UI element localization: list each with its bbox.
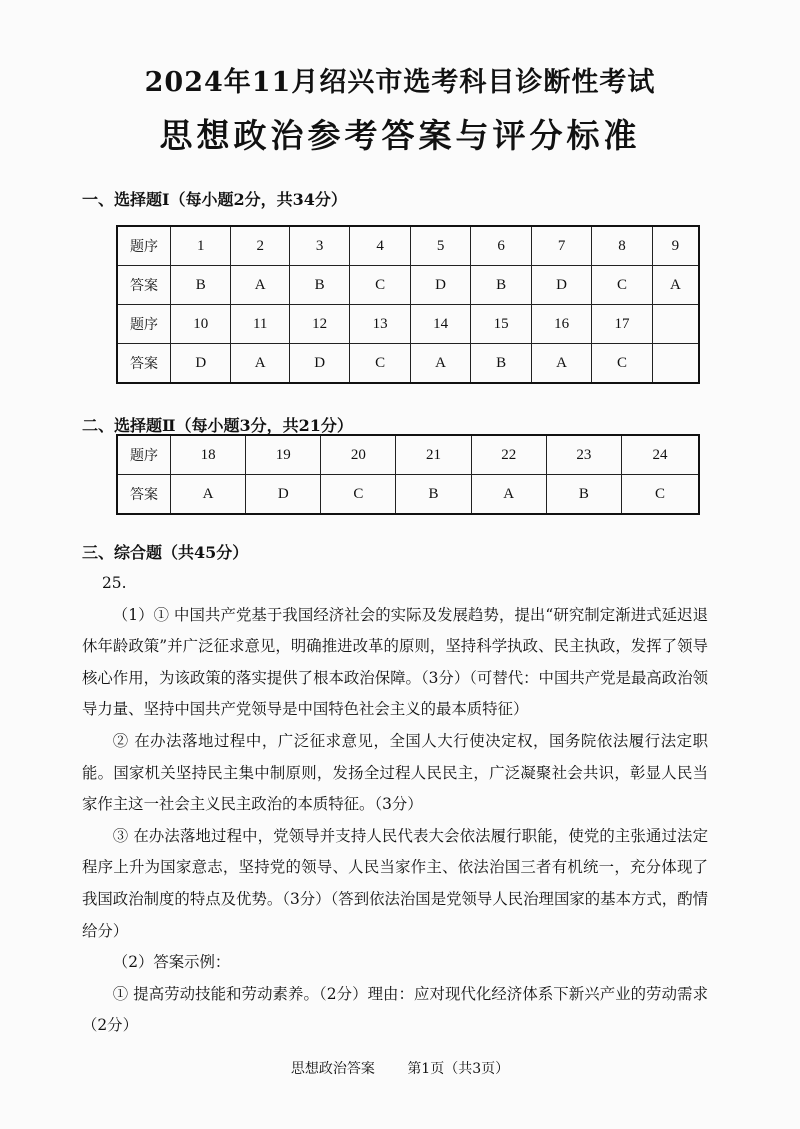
table-cell: 3 xyxy=(289,226,349,266)
table-cell: 21 xyxy=(396,435,471,475)
section1-heading: 一、选择题Ⅰ（每小题2分，共34分） xyxy=(82,190,347,209)
row-label-question: 题序 xyxy=(117,435,171,475)
table-cell: A xyxy=(471,475,546,515)
table-cell: 23 xyxy=(546,435,621,475)
table-cell: 20 xyxy=(321,435,396,475)
table-cell: 5 xyxy=(410,226,470,266)
table-cell: 10 xyxy=(171,305,231,344)
table-cell: 8 xyxy=(592,226,652,266)
section2-heading: 二、选择题Ⅱ（每小题3分，共21分） xyxy=(82,416,353,435)
answer-paragraph: （2）答案示例： xyxy=(112,953,231,972)
table-cell: D xyxy=(246,475,321,515)
table-cell: 9 xyxy=(652,226,699,266)
table-cell: 1 xyxy=(171,226,231,266)
table-cell: 22 xyxy=(471,435,546,475)
table-cell: B xyxy=(396,475,471,515)
table-cell: 12 xyxy=(289,305,349,344)
table-cell: 4 xyxy=(350,226,410,266)
table-row xyxy=(117,344,699,384)
table-cell: C xyxy=(621,475,699,515)
table-cell: 18 xyxy=(171,435,246,475)
table-cell: D xyxy=(531,266,591,305)
answer-paragraph: ③ 在办法落地过程中，党领导并支持人民代表大会依法履行职能，使党的主张通过法定程序上升为国家意志，坚持党的领导、人民当家作主、依法治国三者有机统一，充分体现了我国政治制度的特点及优势。（3分）（答到依法治国是党领导人民治理国家的基本方式，酌情给分） xyxy=(82,826,708,940)
table-cell: 24 xyxy=(621,435,699,475)
table-cell: B xyxy=(546,475,621,515)
table-cell: 2 xyxy=(231,226,289,266)
answer-paragraph: ② 在办法落地过程中，广泛征求意见，全国人大行使决定权，国务院依法履行法定职能。国家机关坚持民主集中制原则，发扬全过程人民民主，广泛凝聚社会共识，彰显人民当家作主这一社会主义民主政治的本质特征。（3分） xyxy=(82,731,708,814)
answer-table-1 xyxy=(116,225,700,384)
table-cell: A xyxy=(171,475,246,515)
footer-page-number: 第1页（共3页） xyxy=(407,1061,510,1077)
table-row xyxy=(117,226,699,266)
table-cell: A xyxy=(652,266,699,305)
table-cell: C xyxy=(592,344,652,384)
section3-body xyxy=(82,568,708,1042)
row-label-question: 题序 xyxy=(117,305,171,344)
table-cell: C xyxy=(350,344,410,384)
table-cell: 13 xyxy=(350,305,410,344)
page-footer xyxy=(0,1058,800,1078)
table-cell: B xyxy=(289,266,349,305)
table-cell: C xyxy=(350,266,410,305)
table-cell: C xyxy=(592,266,652,305)
row-label-answer: 答案 xyxy=(117,266,171,305)
answer-paragraph: ① 提高劳动技能和劳动素养。（2分）理由：应对现代化经济体系下新兴产业的劳动需求（2分） xyxy=(82,984,708,1035)
footer-subject: 思想政治答案 xyxy=(290,1061,375,1077)
table-cell: D xyxy=(289,344,349,384)
table-cell: 16 xyxy=(531,305,591,344)
table-cell: C xyxy=(321,475,396,515)
table-cell: D xyxy=(410,266,470,305)
table-cell: D xyxy=(171,344,231,384)
row-label-answer: 答案 xyxy=(117,344,171,384)
document-subtitle: 思想政治参考答案与评分标准 xyxy=(159,116,641,155)
table-cell: A xyxy=(410,344,470,384)
table-row xyxy=(117,435,699,475)
answer-table-2 xyxy=(116,434,700,515)
question-number: 25. xyxy=(102,574,127,592)
table-cell xyxy=(652,344,699,384)
section3-heading: 三、综合题（共45分） xyxy=(82,543,249,562)
table-row xyxy=(117,266,699,305)
row-label-question: 题序 xyxy=(117,226,171,266)
table-row xyxy=(117,305,699,344)
table-cell: A xyxy=(531,344,591,384)
table-cell: 19 xyxy=(246,435,321,475)
table-cell: A xyxy=(231,266,289,305)
row-label-answer: 答案 xyxy=(117,475,171,515)
table-cell: 15 xyxy=(471,305,531,344)
table-cell: 17 xyxy=(592,305,652,344)
table-cell xyxy=(652,305,699,344)
answer-paragraph: （1）① 中国共产党基于我国经济社会的实际及发展趋势，提出“研究制定渐进式延迟退休年龄政策”并广泛征求意见，明确推进改革的原则，坚持科学执政、民主执政，发挥了领导核心作用，为该政策的落实提供了根本政治保障。（3分）（可替代：中国共产党是最高政治领导力量、坚持中国共产党领导是中国特色社会主义的最本质特征） xyxy=(82,605,708,719)
table-row xyxy=(117,475,699,515)
table-cell: 7 xyxy=(531,226,591,266)
table-cell: B xyxy=(171,266,231,305)
table-cell: A xyxy=(231,344,289,384)
table-cell: B xyxy=(471,266,531,305)
table-cell: B xyxy=(471,344,531,384)
exam-title: 2024年11月绍兴市选考科目诊断性考试 xyxy=(144,67,656,98)
table-cell: 14 xyxy=(410,305,470,344)
table-cell: 6 xyxy=(471,226,531,266)
table-cell: 11 xyxy=(231,305,289,344)
